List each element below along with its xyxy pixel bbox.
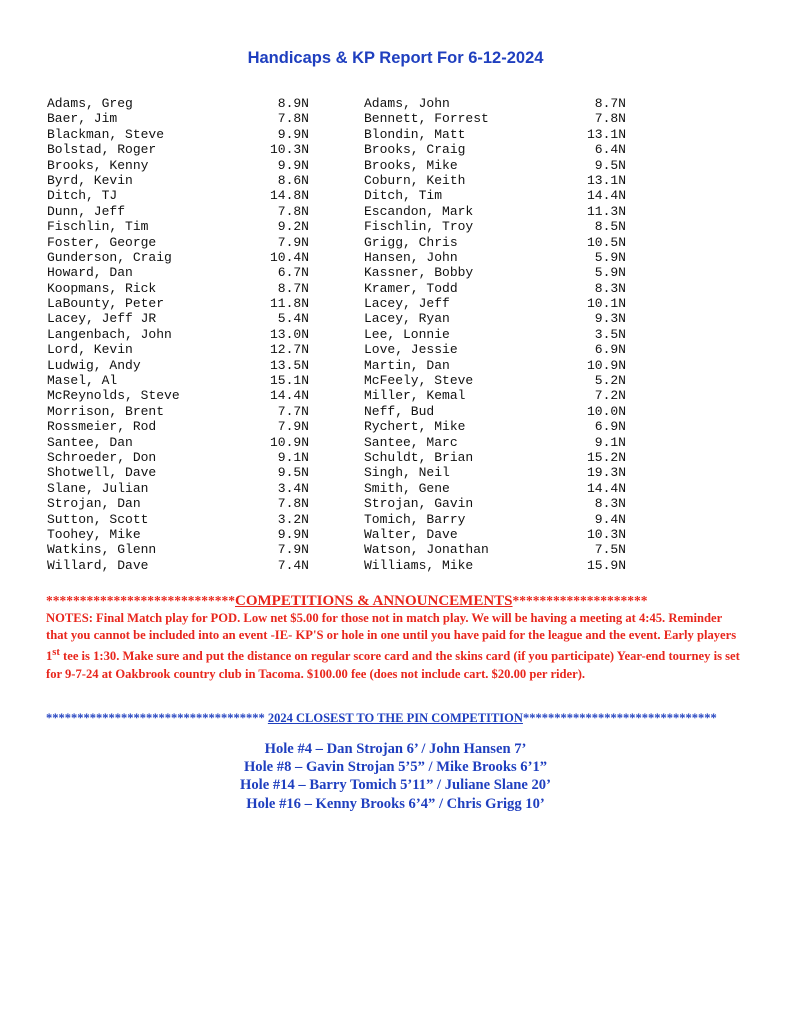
- player-row: [364, 173, 626, 188]
- player-row: [47, 342, 309, 357]
- player-handicap: 8.9N: [277, 96, 309, 111]
- player-row: [47, 481, 309, 496]
- player-row: [364, 204, 626, 219]
- player-row: [47, 527, 309, 542]
- player-handicap: 10.4N: [269, 249, 309, 265]
- player-name: Ditch, TJ: [47, 188, 118, 204]
- announcement-notes: [46, 610, 744, 683]
- player-name: Williams, Mike: [364, 557, 474, 573]
- player-handicap: 5.9N: [594, 249, 626, 265]
- player-handicap: 7.9N: [277, 419, 309, 435]
- player-handicap: 9.9N: [277, 157, 309, 173]
- player-row: [47, 281, 309, 296]
- report-title: Handicaps & KP Report For 6-12-2024: [247, 49, 544, 67]
- player-handicap: 3.4N: [277, 480, 309, 496]
- player-handicap: 14.4N: [586, 480, 626, 496]
- player-name: Dunn, Jeff: [47, 203, 126, 219]
- kp-results: [0, 740, 791, 813]
- player-name: Singh, Neil: [364, 465, 450, 481]
- player-name: Martin, Dan: [364, 357, 450, 373]
- player-row: [47, 358, 309, 373]
- player-name: Blondin, Matt: [364, 126, 466, 142]
- player-name: Neff, Bud: [364, 403, 435, 419]
- player-row: [364, 435, 626, 450]
- notes-text-part1: NOTES: Final Match play for POD. Low net $5.00 for those not in match play. We will be having a meeting at 4:45. Reminder that you cannot be included into an event -IE- KP'S or hole in one until you have paid for the league and the event. Early players 1: [46, 611, 737, 664]
- player-row: [364, 219, 626, 234]
- player-name: Slane, Julian: [47, 480, 149, 496]
- player-name: Lord, Kevin: [47, 342, 133, 358]
- player-name: Morrison, Brent: [47, 403, 165, 419]
- player-name: Gunderson, Craig: [47, 249, 172, 265]
- player-row: [47, 235, 309, 250]
- player-handicap: 8.3N: [594, 280, 626, 296]
- player-row: [364, 342, 626, 357]
- player-row: [364, 296, 626, 311]
- player-row: [364, 558, 626, 573]
- player-handicap: 13.0N: [269, 326, 309, 342]
- player-row: [364, 419, 626, 434]
- player-handicap: 9.3N: [594, 311, 626, 327]
- player-handicap: 6.9N: [594, 342, 626, 358]
- player-handicap: 7.7N: [277, 403, 309, 419]
- player-name: Watson, Jonathan: [364, 542, 489, 558]
- player-row: [364, 527, 626, 542]
- player-handicap: 9.9N: [277, 526, 309, 542]
- player-row: [47, 250, 309, 265]
- player-name: Foster, George: [47, 234, 157, 250]
- player-name: Brooks, Craig: [364, 142, 466, 158]
- player-handicap: 7.8N: [277, 496, 309, 512]
- player-name: Walter, Dave: [364, 526, 458, 542]
- player-name: Baer, Jim: [47, 111, 118, 127]
- player-handicap: 15.2N: [586, 449, 626, 465]
- handicap-list-left: [47, 96, 309, 573]
- player-name: Brooks, Mike: [364, 157, 458, 173]
- player-row: [364, 496, 626, 511]
- player-name: Grigg, Chris: [364, 234, 458, 250]
- player-row: [47, 188, 309, 203]
- player-name: Byrd, Kevin: [47, 172, 133, 188]
- player-row: [47, 465, 309, 480]
- player-name: Adams, John: [364, 96, 450, 111]
- player-name: Bennett, Forrest: [364, 111, 489, 127]
- notes-text-part2: tee is 1:30. Make sure and put the distance on regular score card and the skins card (if you participate) Year-end tourney is set for 9-7-24 at Oakbrook country club in Tacoma. $100.00 fee (does not include cart. $20.00 per rider).: [46, 649, 740, 681]
- player-row: [47, 111, 309, 126]
- player-handicap: 9.4N: [594, 511, 626, 527]
- player-handicap: 10.1N: [586, 296, 626, 312]
- player-handicap: 5.4N: [277, 311, 309, 327]
- player-row: [364, 188, 626, 203]
- player-name: Strojan, Dan: [47, 496, 141, 512]
- player-row: [47, 542, 309, 557]
- player-handicap: 15.9N: [586, 557, 626, 573]
- player-row: [47, 419, 309, 434]
- player-handicap: 7.8N: [277, 203, 309, 219]
- player-name: Love, Jessie: [364, 342, 458, 358]
- player-name: Lee, Lonnie: [364, 326, 450, 342]
- player-handicap: 9.5N: [277, 465, 309, 481]
- player-name: Hansen, John: [364, 249, 458, 265]
- player-name: Bolstad, Roger: [47, 142, 157, 158]
- player-name: Fischlin, Troy: [364, 219, 474, 235]
- player-handicap: 7.9N: [277, 542, 309, 558]
- player-row: [364, 127, 626, 142]
- player-row: [364, 388, 626, 403]
- player-name: McReynolds, Steve: [47, 388, 180, 404]
- player-row: [47, 158, 309, 173]
- player-row: [47, 558, 309, 573]
- player-row: [364, 465, 626, 480]
- kp-heading: 2024 CLOSEST TO THE PIN COMPETITION: [267, 711, 523, 725]
- player-row: [364, 327, 626, 342]
- player-handicap: 14.4N: [586, 188, 626, 204]
- player-row: [47, 404, 309, 419]
- handicap-list-right: [364, 96, 626, 573]
- player-name: Santee, Dan: [47, 434, 133, 450]
- player-row: [47, 204, 309, 219]
- player-name: Koopmans, Rick: [47, 280, 157, 296]
- player-handicap: 3.2N: [277, 511, 309, 527]
- player-name: Adams, Greg: [47, 96, 133, 111]
- player-name: LaBounty, Peter: [47, 296, 165, 312]
- player-handicap: 10.3N: [269, 142, 309, 158]
- player-name: Masel, Al: [47, 373, 118, 389]
- kp-stars-left: ***********************************: [46, 711, 268, 725]
- player-handicap: 5.9N: [594, 265, 626, 281]
- player-name: Sutton, Scott: [47, 511, 149, 527]
- player-handicap: 9.2N: [277, 219, 309, 235]
- player-handicap: 6.7N: [277, 265, 309, 281]
- player-row: [364, 481, 626, 496]
- banner-stars-right: ********************: [512, 593, 648, 608]
- player-row: [47, 142, 309, 157]
- player-row: [364, 358, 626, 373]
- player-name: McFeely, Steve: [364, 373, 474, 389]
- competitions-heading: COMPETITIONS & ANNOUNCEMENTS: [235, 593, 513, 609]
- player-name: Langenbach, John: [47, 326, 172, 342]
- player-row: [364, 542, 626, 557]
- player-name: Strojan, Gavin: [364, 496, 474, 512]
- player-handicap: 8.3N: [594, 496, 626, 512]
- player-name: Coburn, Keith: [364, 172, 466, 188]
- player-name: Brooks, Kenny: [47, 157, 149, 173]
- notes-superscript: st: [52, 647, 60, 659]
- player-handicap: 8.7N: [277, 280, 309, 296]
- kp-hole-14: Hole #14 – Barry Tomich 5’11” / Juliane Slane 20’: [240, 777, 551, 794]
- player-name: Lacey, Ryan: [364, 311, 450, 327]
- player-row: [47, 450, 309, 465]
- player-name: Kramer, Todd: [364, 280, 458, 296]
- player-row: [364, 235, 626, 250]
- player-name: Escandon, Mark: [364, 203, 474, 219]
- player-row: [364, 250, 626, 265]
- player-handicap: 10.5N: [586, 234, 626, 250]
- player-handicap: 14.4N: [269, 388, 309, 404]
- player-handicap: 10.9N: [586, 357, 626, 373]
- player-handicap: 9.9N: [277, 126, 309, 142]
- player-row: [364, 373, 626, 388]
- player-handicap: 13.1N: [586, 126, 626, 142]
- player-row: [47, 265, 309, 280]
- player-handicap: 10.9N: [269, 434, 309, 450]
- player-row: [47, 127, 309, 142]
- player-name: Toohey, Mike: [47, 526, 141, 542]
- player-handicap: 6.4N: [594, 142, 626, 158]
- player-name: Willard, Dave: [47, 557, 149, 573]
- player-row: [364, 96, 626, 111]
- player-name: Schroeder, Don: [47, 449, 157, 465]
- player-handicap: 6.9N: [594, 419, 626, 435]
- player-row: [364, 404, 626, 419]
- player-handicap: 7.8N: [277, 111, 309, 127]
- player-name: Smith, Gene: [364, 480, 450, 496]
- player-handicap: 5.2N: [594, 373, 626, 389]
- kp-hole-4: Hole #4 – Dan Strojan 6’ / John Hansen 7’: [264, 741, 527, 757]
- player-handicap: 13.1N: [586, 172, 626, 188]
- player-handicap: 11.8N: [269, 296, 309, 312]
- player-name: Howard, Dan: [47, 265, 133, 281]
- player-handicap: 9.1N: [277, 449, 309, 465]
- player-name: Shotwell, Dave: [47, 465, 157, 481]
- player-row: [364, 111, 626, 126]
- player-handicap: 8.6N: [277, 172, 309, 188]
- player-handicap: 9.5N: [594, 157, 626, 173]
- player-name: Schuldt, Brian: [364, 449, 474, 465]
- player-row: [364, 142, 626, 157]
- player-name: Kassner, Bobby: [364, 265, 474, 281]
- player-handicap: 10.0N: [586, 403, 626, 419]
- banner-stars-left: ****************************: [46, 593, 235, 608]
- kp-hole-16: Hole #16 – Kenny Brooks 6’4” / Chris Grigg 10’: [246, 795, 545, 812]
- player-row: [364, 512, 626, 527]
- player-name: Ludwig, Andy: [47, 357, 141, 373]
- player-name: Santee, Marc: [364, 434, 458, 450]
- player-handicap: 7.4N: [277, 557, 309, 573]
- player-row: [47, 327, 309, 342]
- player-name: Rychert, Mike: [364, 419, 466, 435]
- player-row: [47, 296, 309, 311]
- player-handicap: 8.5N: [594, 219, 626, 235]
- player-row: [47, 435, 309, 450]
- kp-hole-8: Hole #8 – Gavin Strojan 5’5” / Mike Brooks 6’1”: [243, 759, 548, 776]
- player-row: [47, 512, 309, 527]
- player-handicap: 8.7N: [594, 96, 626, 111]
- player-row: [47, 388, 309, 403]
- player-row: [364, 158, 626, 173]
- kp-stars-right: *******************************: [522, 711, 717, 725]
- player-name: Miller, Kemal: [364, 388, 466, 404]
- player-row: [364, 265, 626, 280]
- player-name: Watkins, Glenn: [47, 542, 157, 558]
- player-name: Rossmeier, Rod: [47, 419, 157, 435]
- player-handicap: 3.5N: [594, 326, 626, 342]
- player-handicap: 10.3N: [586, 526, 626, 542]
- player-row: [47, 311, 309, 326]
- player-handicap: 14.8N: [269, 188, 309, 204]
- player-handicap: 7.8N: [594, 111, 626, 127]
- player-name: Blackman, Steve: [47, 126, 165, 142]
- player-name: Fischlin, Tim: [47, 219, 149, 235]
- player-handicap: 19.3N: [586, 465, 626, 481]
- player-row: [364, 281, 626, 296]
- player-row: [47, 496, 309, 511]
- competitions-banner: [46, 593, 746, 610]
- player-row: [364, 311, 626, 326]
- player-handicap: 13.5N: [269, 357, 309, 373]
- player-handicap: 15.1N: [269, 373, 309, 389]
- player-handicap: 11.3N: [586, 203, 626, 219]
- kp-banner: [46, 711, 746, 726]
- player-row: [47, 96, 309, 111]
- player-name: Lacey, Jeff: [364, 296, 450, 312]
- player-name: Tomich, Barry: [364, 511, 466, 527]
- player-row: [364, 450, 626, 465]
- player-row: [47, 173, 309, 188]
- player-name: Ditch, Tim: [364, 188, 443, 204]
- player-handicap: 7.5N: [594, 542, 626, 558]
- player-handicap: 12.7N: [269, 342, 309, 358]
- player-row: [47, 373, 309, 388]
- player-name: Lacey, Jeff JR: [47, 311, 157, 327]
- player-handicap: 9.1N: [594, 434, 626, 450]
- player-handicap: 7.9N: [277, 234, 309, 250]
- player-row: [47, 219, 309, 234]
- player-handicap: 7.2N: [594, 388, 626, 404]
